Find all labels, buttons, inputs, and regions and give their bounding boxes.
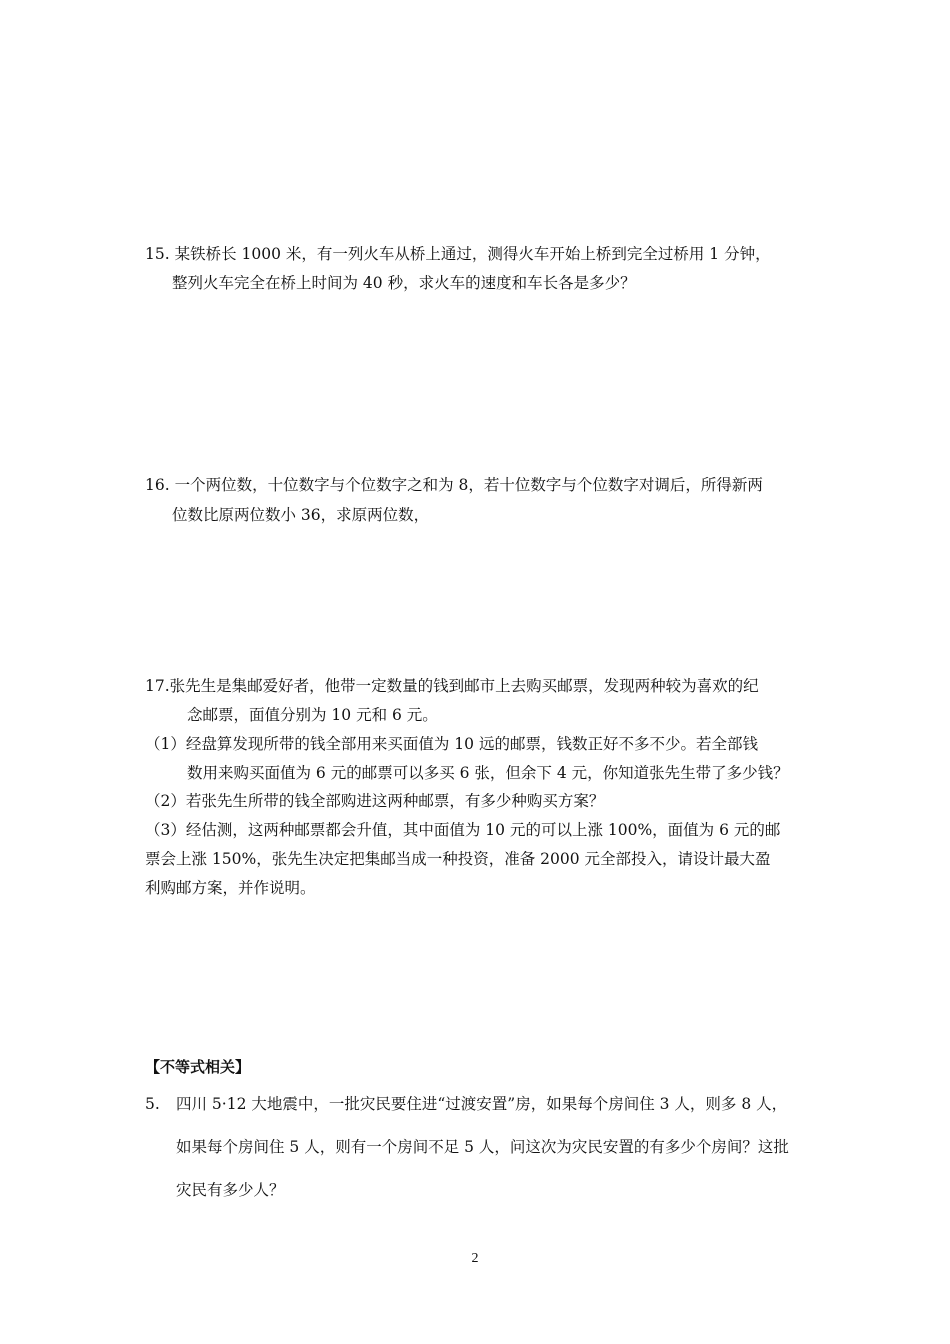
page-number: 2 bbox=[471, 1251, 479, 1266]
problem-17-part-3-line-3: 利购邮方案，并作说明。 bbox=[145, 879, 316, 897]
problem-16-line-1: 16. 一个两位数，十位数字与个位数字之和为 8，若十位数字与个位数字对调后，所得新两 bbox=[145, 476, 763, 494]
problem-5-line-2: 如果每个房间住 5 人，则有一个房间不足 5 人，问这次为灾民安置的有多少个房间？这批 bbox=[176, 1138, 789, 1156]
problem-17-part-1-line-1: （1）经盘算发现所带的钱全部用来买面值为 10 远的邮票，钱数正好不多不少。若全部钱 bbox=[145, 735, 758, 753]
problem-17-part-2: （2）若张先生所带的钱全部购进这两种邮票，有多少种购买方案？ bbox=[145, 792, 605, 810]
problem-16-line-2: 位数比原两位数小 36，求原两位数， bbox=[172, 506, 430, 524]
problem-15-line-2: 整列火车完全在桥上时间为 40 秒，求火车的速度和车长各是多少？ bbox=[172, 274, 636, 292]
problem-17-part-3-line-2: 票会上涨 150%，张先生决定把集邮当成一种投资，准备 2000 元全部投入，请设计最大盈 bbox=[145, 850, 771, 868]
section-heading: 【不等式相关】 bbox=[145, 1058, 251, 1076]
problem-5-line-1: 四川 5·12 大地震中，一批灾民要住进“过渡安置”房，如果每个房间住 3 人，则多 8 人， bbox=[176, 1095, 788, 1113]
problem-5-line-3: 灾民有多少人？ bbox=[176, 1181, 285, 1199]
problem-17-line-1: 17.张先生是集邮爱好者，他带一定数量的钱到邮市上去购买邮票，发现两种较为喜欢的纪 bbox=[145, 677, 759, 695]
problem-5-number: 5. bbox=[145, 1095, 160, 1113]
problem-17-line-2: 念邮票，面值分别为 10 元和 6 元。 bbox=[187, 706, 438, 724]
problem-15-line-1: 15. 某铁桥长 1000 米，有一列火车从桥上通过，测得火车开始上桥到完全过桥用 1 分钟， bbox=[145, 245, 771, 263]
problem-17-part-1-line-2: 数用来购买面值为 6 元的邮票可以多买 6 张，但余下 4 元，你知道张先生带了多少钱？ bbox=[187, 764, 789, 782]
problem-17-part-3-line-1: （3）经估测，这两种邮票都会升值，其中面值为 10 元的可以上涨 100%，面值为 6 元的邮 bbox=[145, 821, 781, 839]
